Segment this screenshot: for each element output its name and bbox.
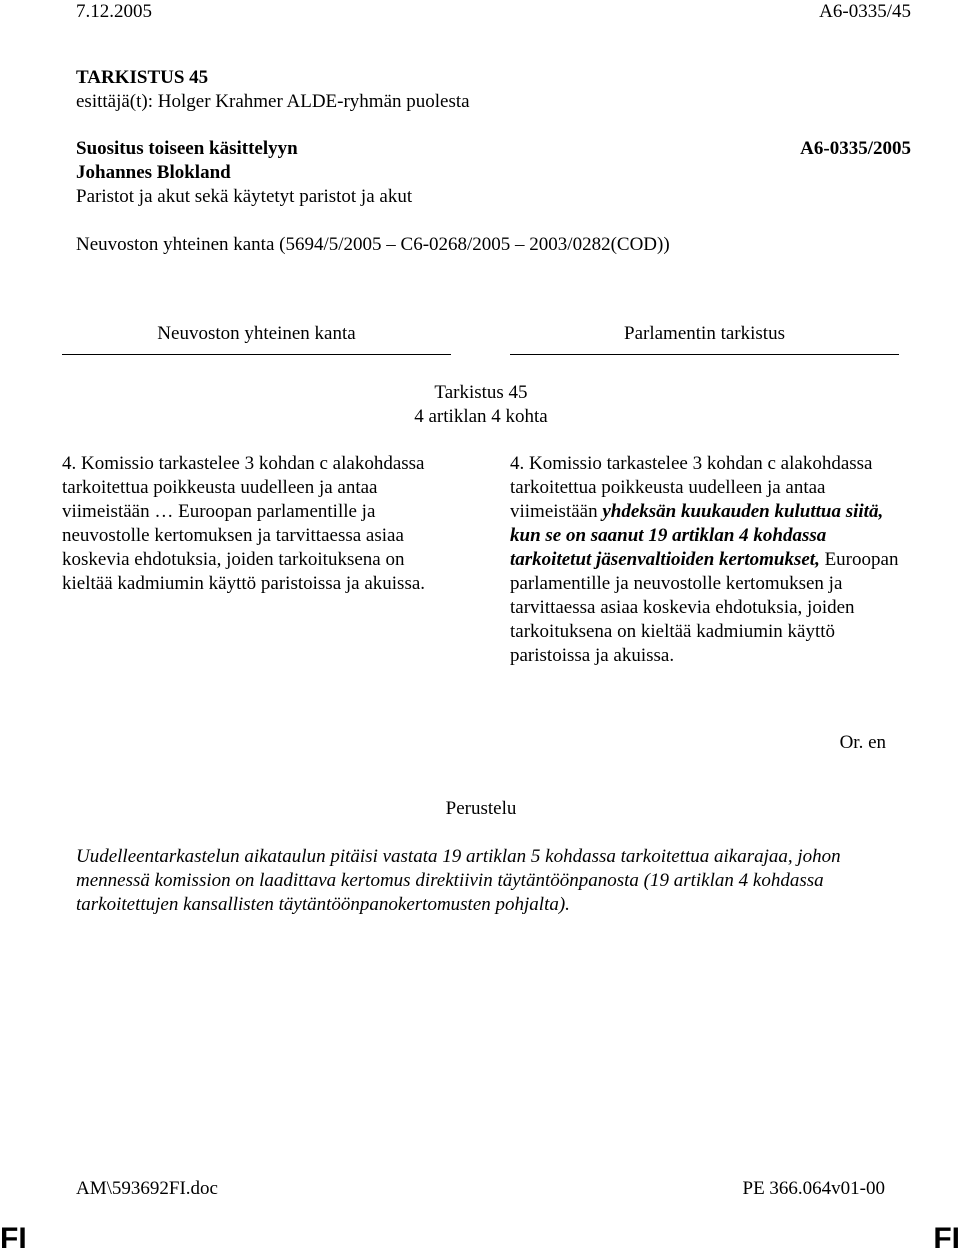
footer-document-name: AM\593692FI.doc (76, 1178, 218, 1199)
justification-heading: Perustelu (445, 798, 517, 819)
amendment-title: TARKISTUS 45 (76, 67, 209, 88)
footer-language-right: FI (933, 1222, 960, 1255)
tabled-by: esittäjä(t): Holger Krahmer ALDE-ryhmän puolesta (76, 91, 470, 112)
original-language: Or. en (839, 732, 886, 753)
amendment-number: Tarkistus 45 (434, 382, 528, 403)
amendment-emphasis: yhdeksän kuukauden kuluttua siitä, kun se on saanut 19 artiklan 4 kohdassa tarkoitetut jäsenvaltioiden kertomukset, (510, 501, 884, 570)
header-date: 7.12.2005 (76, 1, 152, 22)
report-label: Suositus toiseen käsittelyyn (76, 138, 298, 159)
left-heading-rule (62, 354, 451, 355)
article-reference: 4 artiklan 4 kohta (414, 406, 548, 427)
amendment-text-part1: 4. Komissio tarkastelee 3 kohdan c alakohdassa tarkoitettua poikkeusta uudelleen ja antaa viimeistään (510, 453, 873, 522)
council-position-paragraph: 4. Komissio tarkastelee 3 kohdan c alakohdassa tarkoitettua poikkeusta uudelleen ja antaa viimeistään … Euroopan parlamentille ja neuvostolle kertomuksen ja tarvittaessa asiaa koskevia ehdotuksia, joiden tarkoituksena on kieltää kadmiumin käyttö paristoissa ja akuissa. (62, 453, 426, 594)
parliament-amendment-text (510, 452, 900, 668)
amendment-text-part2: Euroopan parlamentille ja neuvostolle kertomuksen ja tarvittaessa asiaa koskevia ehdotuksia, joiden tarkoituksena on kieltää kadmiumin käyttö paristoissa ja akuissa. (510, 549, 899, 666)
right-column-heading: Parlamentin tarkistus (624, 323, 785, 344)
header-reference: A6-0335/45 (819, 1, 911, 22)
report-subject: Paristot ja akut sekä käytetyt paristot ja akut (76, 186, 413, 207)
justification-text: Uudelleentarkastelun aikataulun pitäisi vastata 19 artiklan 5 kohdassa tarkoitettua aikarajaa, johon mennessä komission on laadittava kertomus direktiivin täytäntöönpanosta (19 artiklan 4 kohdassa tarkoitettujen kansallisten täytäntöönpanokertomusten pohjalta). (76, 846, 841, 915)
rapporteur: Johannes Blokland (76, 162, 231, 183)
procedure-reference: Neuvoston yhteinen kanta (5694/5/2005 – C6-0268/2005 – 2003/0282(COD)) (76, 234, 670, 255)
council-position-text (62, 452, 442, 596)
footer-language-left: FI (0, 1222, 27, 1255)
report-number: A6-0335/2005 (800, 138, 911, 159)
footer-pe-number: PE 366.064v01-00 (742, 1178, 885, 1199)
right-heading-rule (510, 354, 899, 355)
left-column-heading: Neuvoston yhteinen kanta (157, 323, 356, 344)
